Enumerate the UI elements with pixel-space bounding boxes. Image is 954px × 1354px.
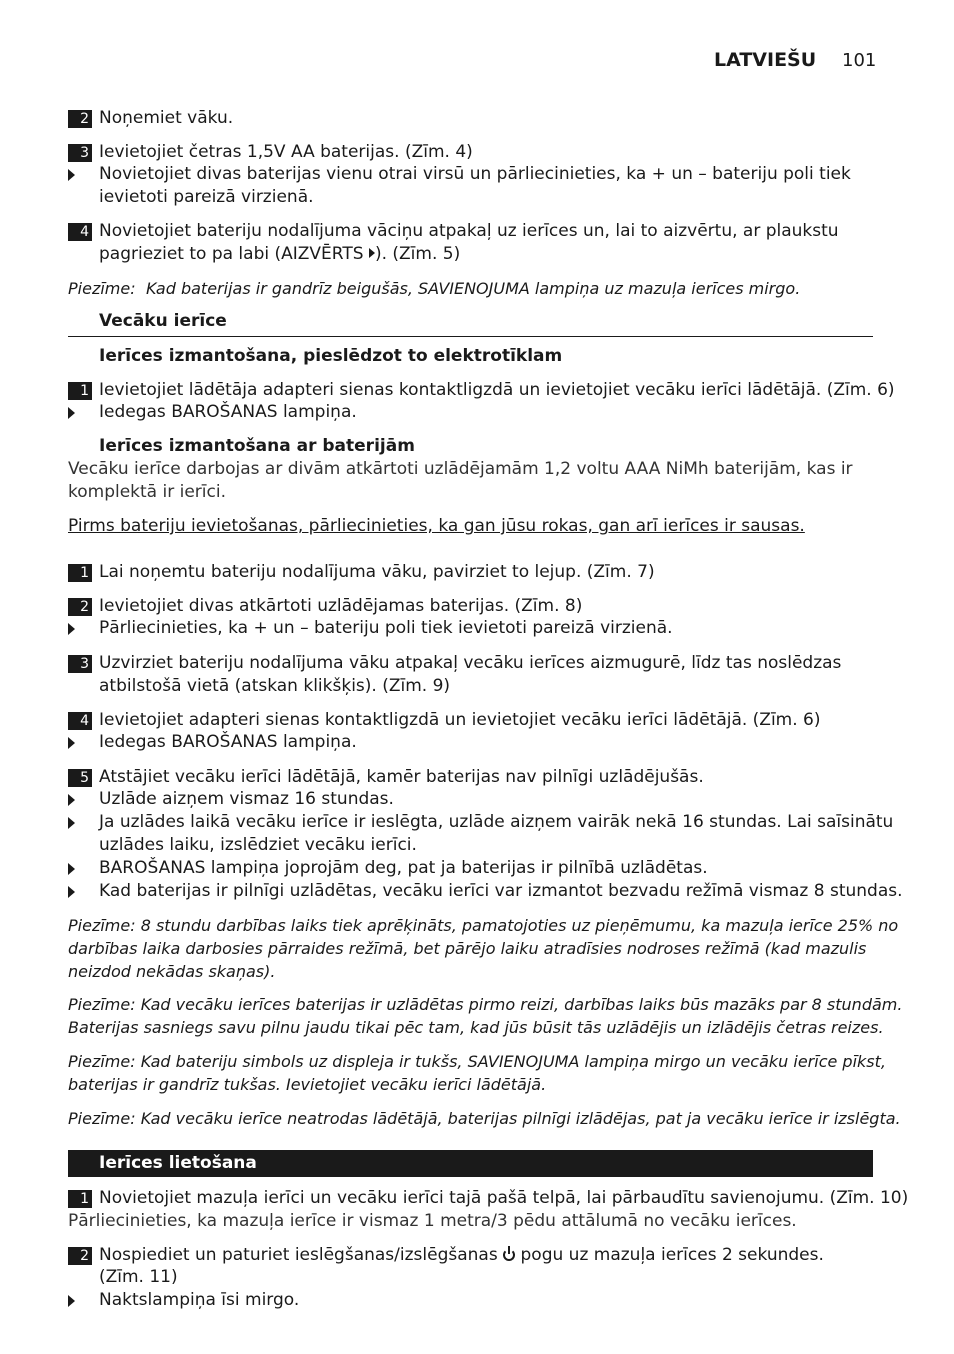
step-number: 4 — [68, 223, 92, 241]
step-number: 4 — [68, 712, 92, 730]
step-text-part: ). (Zīm. 5) — [374, 244, 461, 264]
bullet-text: Pārliecinieties, ka + un – bateriju poli tiek ievietoti pareizā virzienā. — [99, 618, 673, 638]
step-text-part: pogu uz mazuļa ierīces 2 sekundes. — [515, 1245, 824, 1265]
step-number: 2 — [68, 110, 92, 128]
step-text — [99, 1244, 824, 1267]
bullet-icon — [68, 817, 75, 829]
note-text: Piezīme: Kad vecāku ierīce neatrodas lādētājā, baterijas pilnīgi izlādējas, pat ja vecāku ierīce ir izslēgta. — [68, 1109, 901, 1128]
bullet-text: Naktslampiņa īsi mirgo. — [99, 1290, 300, 1310]
step-text: Novietojiet mazuļa ierīci un vecāku ierīci tajā pašā telpā, lai pārbaudītu savienojumu. (Zīm. 10) — [99, 1188, 909, 1208]
step-number: 2 — [68, 1247, 92, 1265]
power-icon — [503, 1249, 515, 1261]
step-number: 1 — [68, 1190, 92, 1208]
step-text: Uzvirziet bateriju nodalījuma vāku atpakaļ vecāku ierīces aizmugurē, līdz tas noslēdzas — [99, 653, 842, 673]
bullet-icon — [68, 623, 75, 635]
step-number: 3 — [68, 144, 92, 162]
step-text: Ievietojiet lādētāja adapteri sienas kontaktligzdā un ievietojiet vecāku ierīci lādētājā. (Zīm. 6) — [99, 380, 895, 400]
page-number: 101 — [842, 50, 877, 71]
paragraph: komplektā ir ierīci. — [68, 482, 226, 502]
note-text: Kad baterijas ir gandrīz beigušās, SAVIENOJUMA lampiņa uz mazuļa ierīces mirgo. — [146, 279, 801, 298]
step-text: Ievietojiet adapteri sienas kontaktligzdā un ievietojiet vecāku ierīci lādētājā. (Zīm. 6) — [99, 710, 821, 730]
bullet-text: ievietoti pareizā virzienā. — [99, 187, 314, 207]
bullet-icon — [68, 863, 75, 875]
bullet-text: Iedegas BAROŠANAS lampiņa. — [99, 732, 357, 752]
step-text: Ievietojiet četras 1,5V AA baterijas. (Zīm. 4) — [99, 142, 473, 162]
step-text: Ievietojiet divas atkārtoti uzlādējamas baterijas. (Zīm. 8) — [99, 596, 583, 616]
paragraph: Vecāku ierīce darbojas ar divām atkārtoti uzlādējamām 1,2 voltu AAA NiMh baterijām, kas ir — [68, 459, 853, 479]
note-text: baterijas ir gandrīz tukšas. Ievietojiet vecāku ierīci lādētājā. — [68, 1075, 547, 1094]
header-language: LATVIEŠU — [714, 49, 817, 71]
note-text: neizdod nekādas skaņas). — [68, 962, 276, 981]
bullet-icon — [68, 794, 75, 806]
step-text: atbilstošā vietā (atskan klikšķis). (Zīm. 9) — [99, 676, 451, 696]
step-number: 5 — [68, 769, 92, 787]
bullet-icon — [68, 737, 75, 749]
step-text — [99, 243, 460, 266]
bullet-text: Iedegas BAROŠANAS lampiņa. — [99, 402, 357, 422]
note-text: Baterijas sasniegs savu pilnu jaudu tikai pēc tam, kad jūs būsit tās uzlādējis un izlādējis četras reizes. — [68, 1018, 884, 1037]
note-text: Piezīme: Kad vecāku ierīces baterijas ir uzlādētas pirmo reizi, darbības laiks būs mazāks par 8 stundām. — [68, 995, 903, 1014]
bullet-text: Uzlāde aizņem vismaz 16 stundas. — [99, 789, 394, 809]
bullet-icon — [68, 407, 75, 419]
step-text: Lai noņemtu bateriju nodalījuma vāku, pavirziet to lejup. (Zīm. 7) — [99, 562, 655, 582]
bullet-icon — [68, 1295, 75, 1307]
subsection-title: Ierīces izmantošana ar baterijām — [99, 436, 415, 456]
note-text: darbības laika darbosies pārraides režīmā, bet pārējo laiku atradīsies nodroses režīmā (kad mazulis — [68, 939, 867, 958]
step-text: Atstājiet vecāku ierīci lādētājā, kamēr baterijas nav pilnīgi uzlādējušās. — [99, 767, 704, 787]
section-bar — [68, 1150, 873, 1177]
paragraph: Pārliecinieties, ka mazuļa ierīce ir vismaz 1 metra/3 pēdu attālumā no vecāku ierīces. — [68, 1211, 797, 1231]
step-number: 1 — [68, 564, 92, 582]
step-text: (Zīm. 11) — [99, 1267, 178, 1287]
warning-text: Pirms bateriju ievietošanas, pārliecinieties, ka gan jūsu rokas, gan arī ierīces ir sausas. — [68, 516, 805, 536]
bullet-text: BAROŠANAS lampiņa joprojām deg, pat ja baterijas ir pilnībā uzlādētas. — [99, 858, 708, 878]
note-text: Piezīme: Kad bateriju simbols uz displeja ir tukšs, SAVIENOJUMA lampiņa mirgo un vecāku ierīce pīkst, — [68, 1052, 886, 1071]
bullet-text: Ja uzlādes laikā vecāku ierīce ir ieslēgta, uzlāde aizņem vairāk nekā 16 stundas. Lai saīsinātu — [99, 812, 894, 832]
bullet-text: uzlādes laiku, izslēdziet vecāku ierīci. — [99, 835, 417, 855]
section-rule — [68, 336, 873, 337]
bullet-icon — [68, 169, 75, 181]
note-text: Piezīme: 8 stundu darbības laiks tiek aprēķināts, pamatojoties uz pieņēmumu, ka mazuļa ierīce 25% no — [68, 916, 899, 935]
step-text: Noņemiet vāku. — [99, 108, 234, 128]
step-text-part: Nospiediet un paturiet ieslēgšanas/izslēgšanas — [99, 1245, 504, 1265]
step-number: 3 — [68, 655, 92, 673]
subsection-title: Ierīces izmantošana, pieslēdzot to elektrotīklam — [99, 346, 563, 366]
bullet-text: Novietojiet divas baterijas vienu otrai virsū un pārliecinieties, ka + un – bateriju poli tiek — [99, 164, 851, 184]
step-number: 1 — [68, 382, 92, 400]
step-number: 2 — [68, 598, 92, 616]
section-title: Ierīces lietošana — [99, 1153, 257, 1173]
note-label: Piezīme: — [68, 279, 136, 298]
step-text-part: pagrieziet to pa labi (AIZVĒRTS — [99, 244, 369, 264]
bullet-icon — [68, 886, 75, 898]
bullet-text: Kad baterijas ir pilnīgi uzlādētas, vecāku ierīci var izmantot bezvadu režīmā vismaz 8 stundas. — [99, 881, 903, 901]
section-title: Vecāku ierīce — [99, 311, 227, 331]
step-text: Novietojiet bateriju nodalījuma vāciņu atpakaļ uz ierīces un, lai to aizvērtu, ar plaukstu — [99, 221, 839, 241]
